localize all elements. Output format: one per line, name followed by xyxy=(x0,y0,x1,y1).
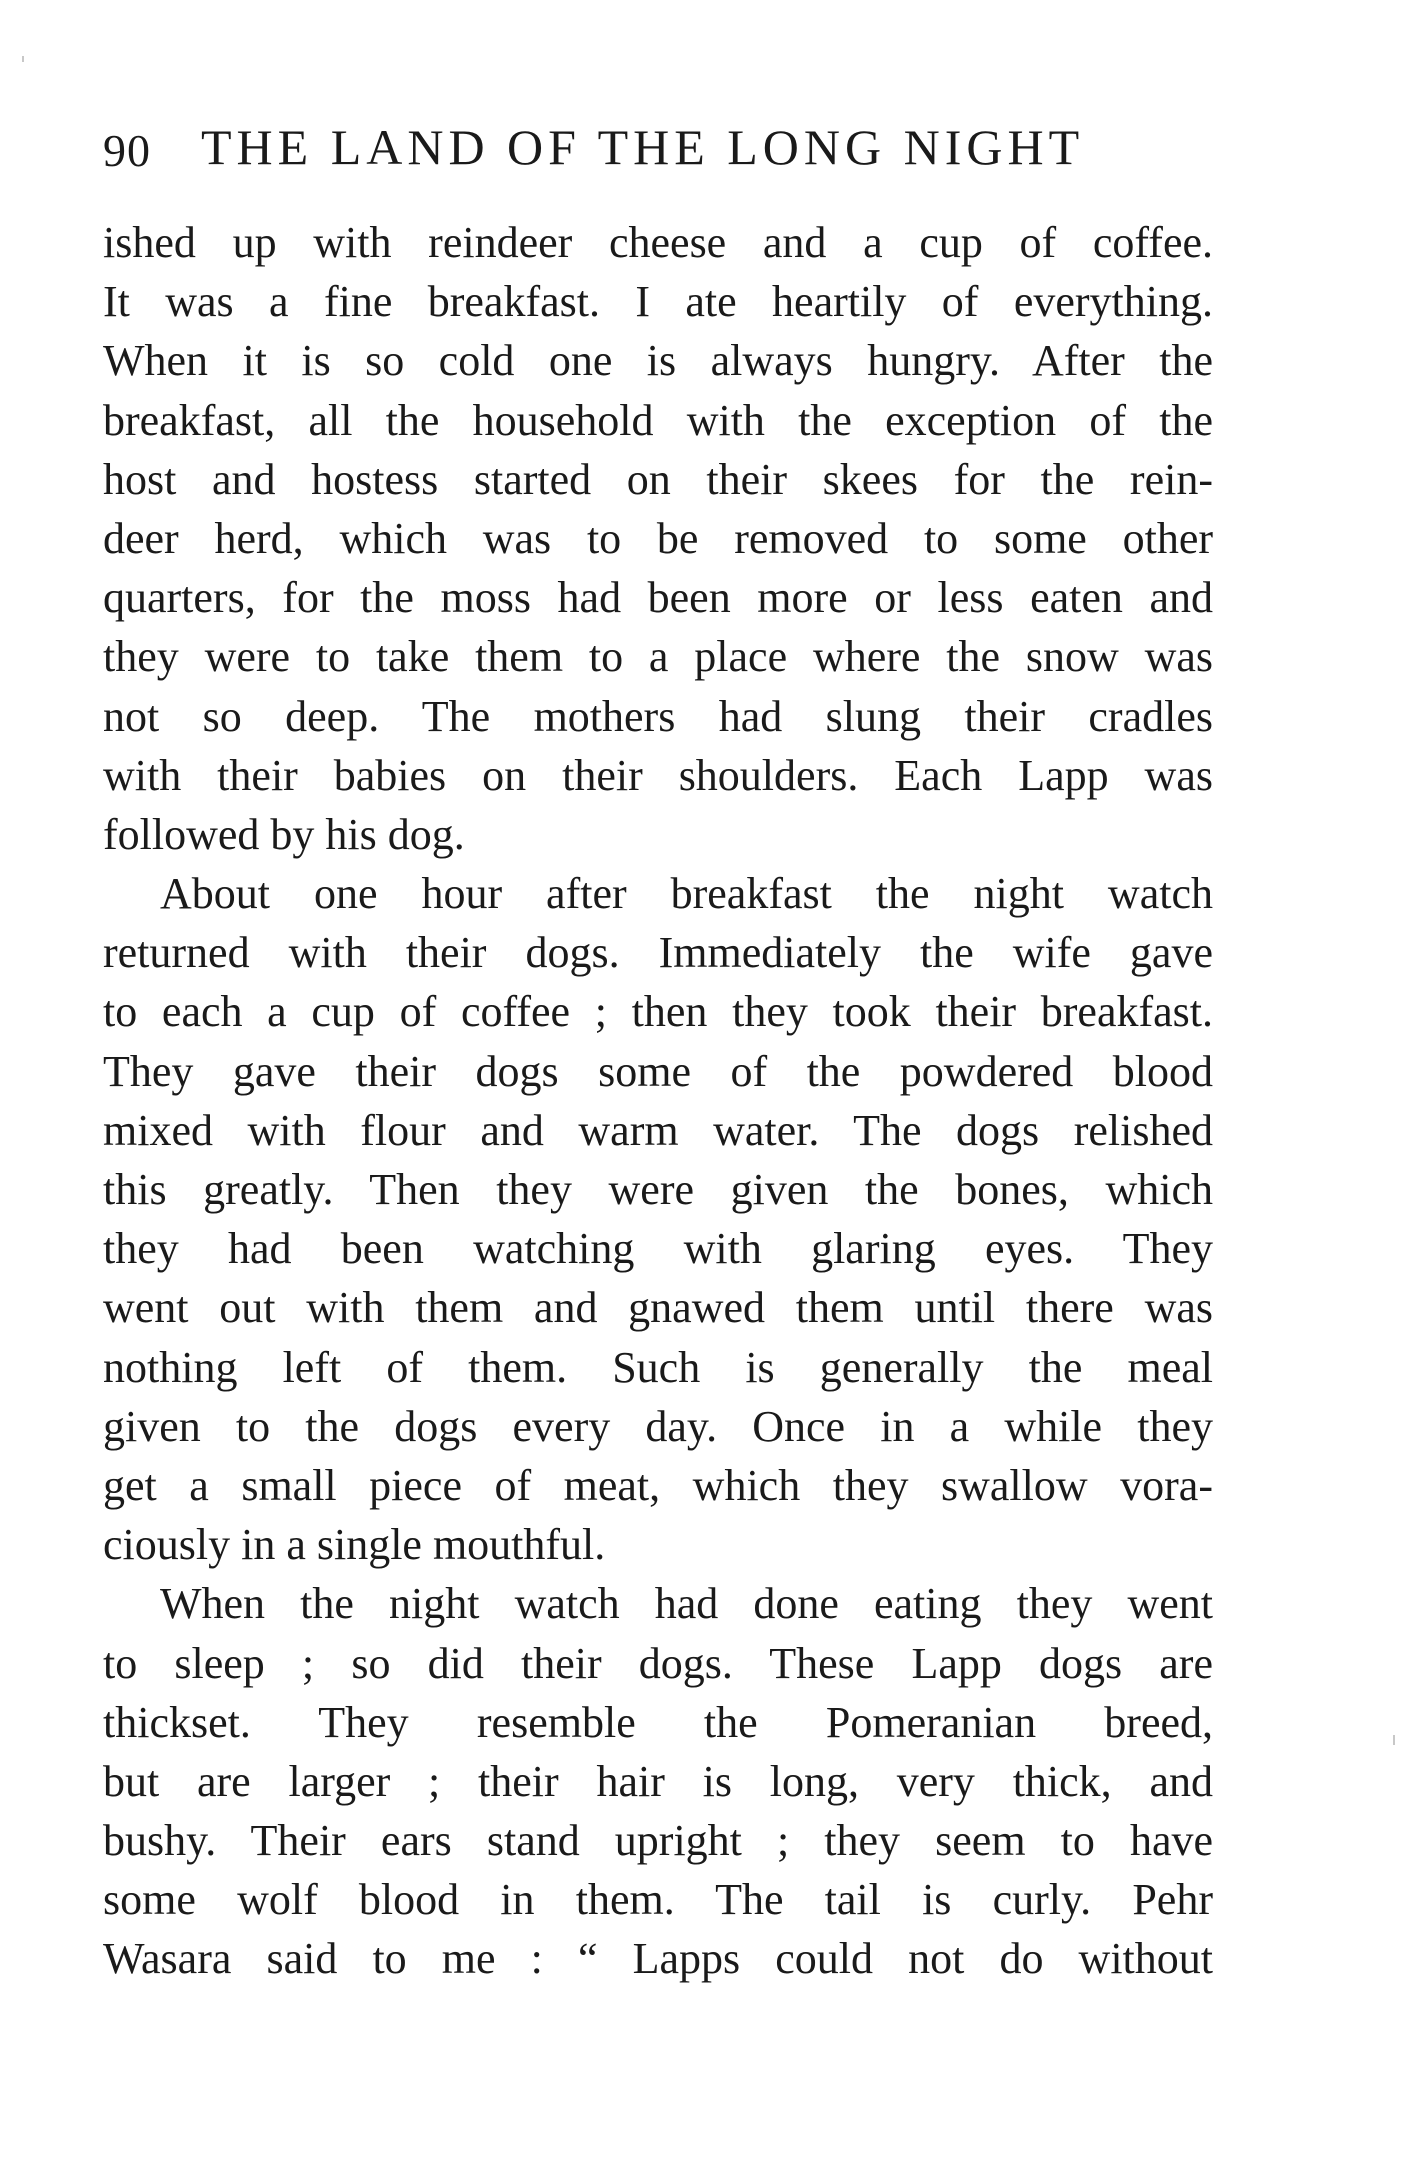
text-line: with their babies on their shoulders. Each Lapp was xyxy=(103,750,1213,800)
text-line: Wasara said to me : “ Lapps could not do without xyxy=(103,1934,1213,1984)
text-line: When it is so cold one is always hungry. After the xyxy=(103,336,1213,386)
text-line: deer herd, which was to be removed to some other xyxy=(103,513,1213,563)
text-line: but are larger ; their hair is long, very thick, and xyxy=(103,1756,1213,1806)
page-number: 90 xyxy=(103,125,151,176)
text-line: not so deep. The mothers had slung their cradles xyxy=(103,691,1213,741)
text-line: quarters, for the moss had been more or less eaten and xyxy=(103,573,1213,623)
text-line: ished up with reindeer cheese and a cup of coffee. xyxy=(103,218,1213,267)
running-head xyxy=(103,118,1213,188)
paragraph-first-line: About one hour after breakfast the night watch xyxy=(160,869,1213,919)
text-line: nothing left of them. Such is generally the meal xyxy=(103,1342,1213,1392)
text-line: breakfast, all the household with the exception of the xyxy=(103,395,1213,445)
text-line: bushy. Their ears stand upright ; they seem to have xyxy=(103,1816,1213,1866)
text-line: returned with their dogs. Immediately the wife gave xyxy=(103,928,1213,978)
text-line: they had been watching with glaring eyes. They xyxy=(103,1224,1213,1274)
text-line: It was a fine breakfast. I ate heartily of everything. xyxy=(103,277,1213,327)
text-line: get a small piece of meat, which they swallow vora- xyxy=(103,1460,1213,1510)
text-line: followed by his dog. xyxy=(103,809,465,859)
text-line: ciously in a single mouthful. xyxy=(103,1520,606,1570)
text-line: mixed with flour and warm water. The dogs relished xyxy=(103,1105,1213,1155)
text-line: some wolf blood in them. The tail is curly. Pehr xyxy=(103,1875,1213,1925)
text-line: thickset. They resemble the Pomeranian breed, xyxy=(103,1697,1213,1747)
text-line: went out with them and gnawed them until there was xyxy=(103,1283,1213,1333)
paragraph-first-line: When the night watch had done eating they went xyxy=(160,1579,1213,1629)
running-title: THE LAND OF THE LONG NIGHT xyxy=(201,119,1085,175)
text-line: given to the dogs every day. Once in a while they xyxy=(103,1401,1213,1451)
text-line: They gave their dogs some of the powdered blood xyxy=(103,1046,1213,1096)
text-line: to each a cup of coffee ; then they took their breakfast. xyxy=(103,987,1213,1037)
scan-mark xyxy=(22,56,24,62)
text-line: to sleep ; so did their dogs. These Lapp dogs are xyxy=(103,1638,1213,1688)
text-line: they were to take them to a place where the snow was xyxy=(103,632,1213,682)
text-line: host and hostess started on their skees for the rein- xyxy=(103,454,1213,504)
text-line: this greatly. Then they were given the bones, which xyxy=(103,1165,1213,1214)
body-text xyxy=(103,213,1213,1989)
scan-mark xyxy=(1393,1735,1395,1745)
